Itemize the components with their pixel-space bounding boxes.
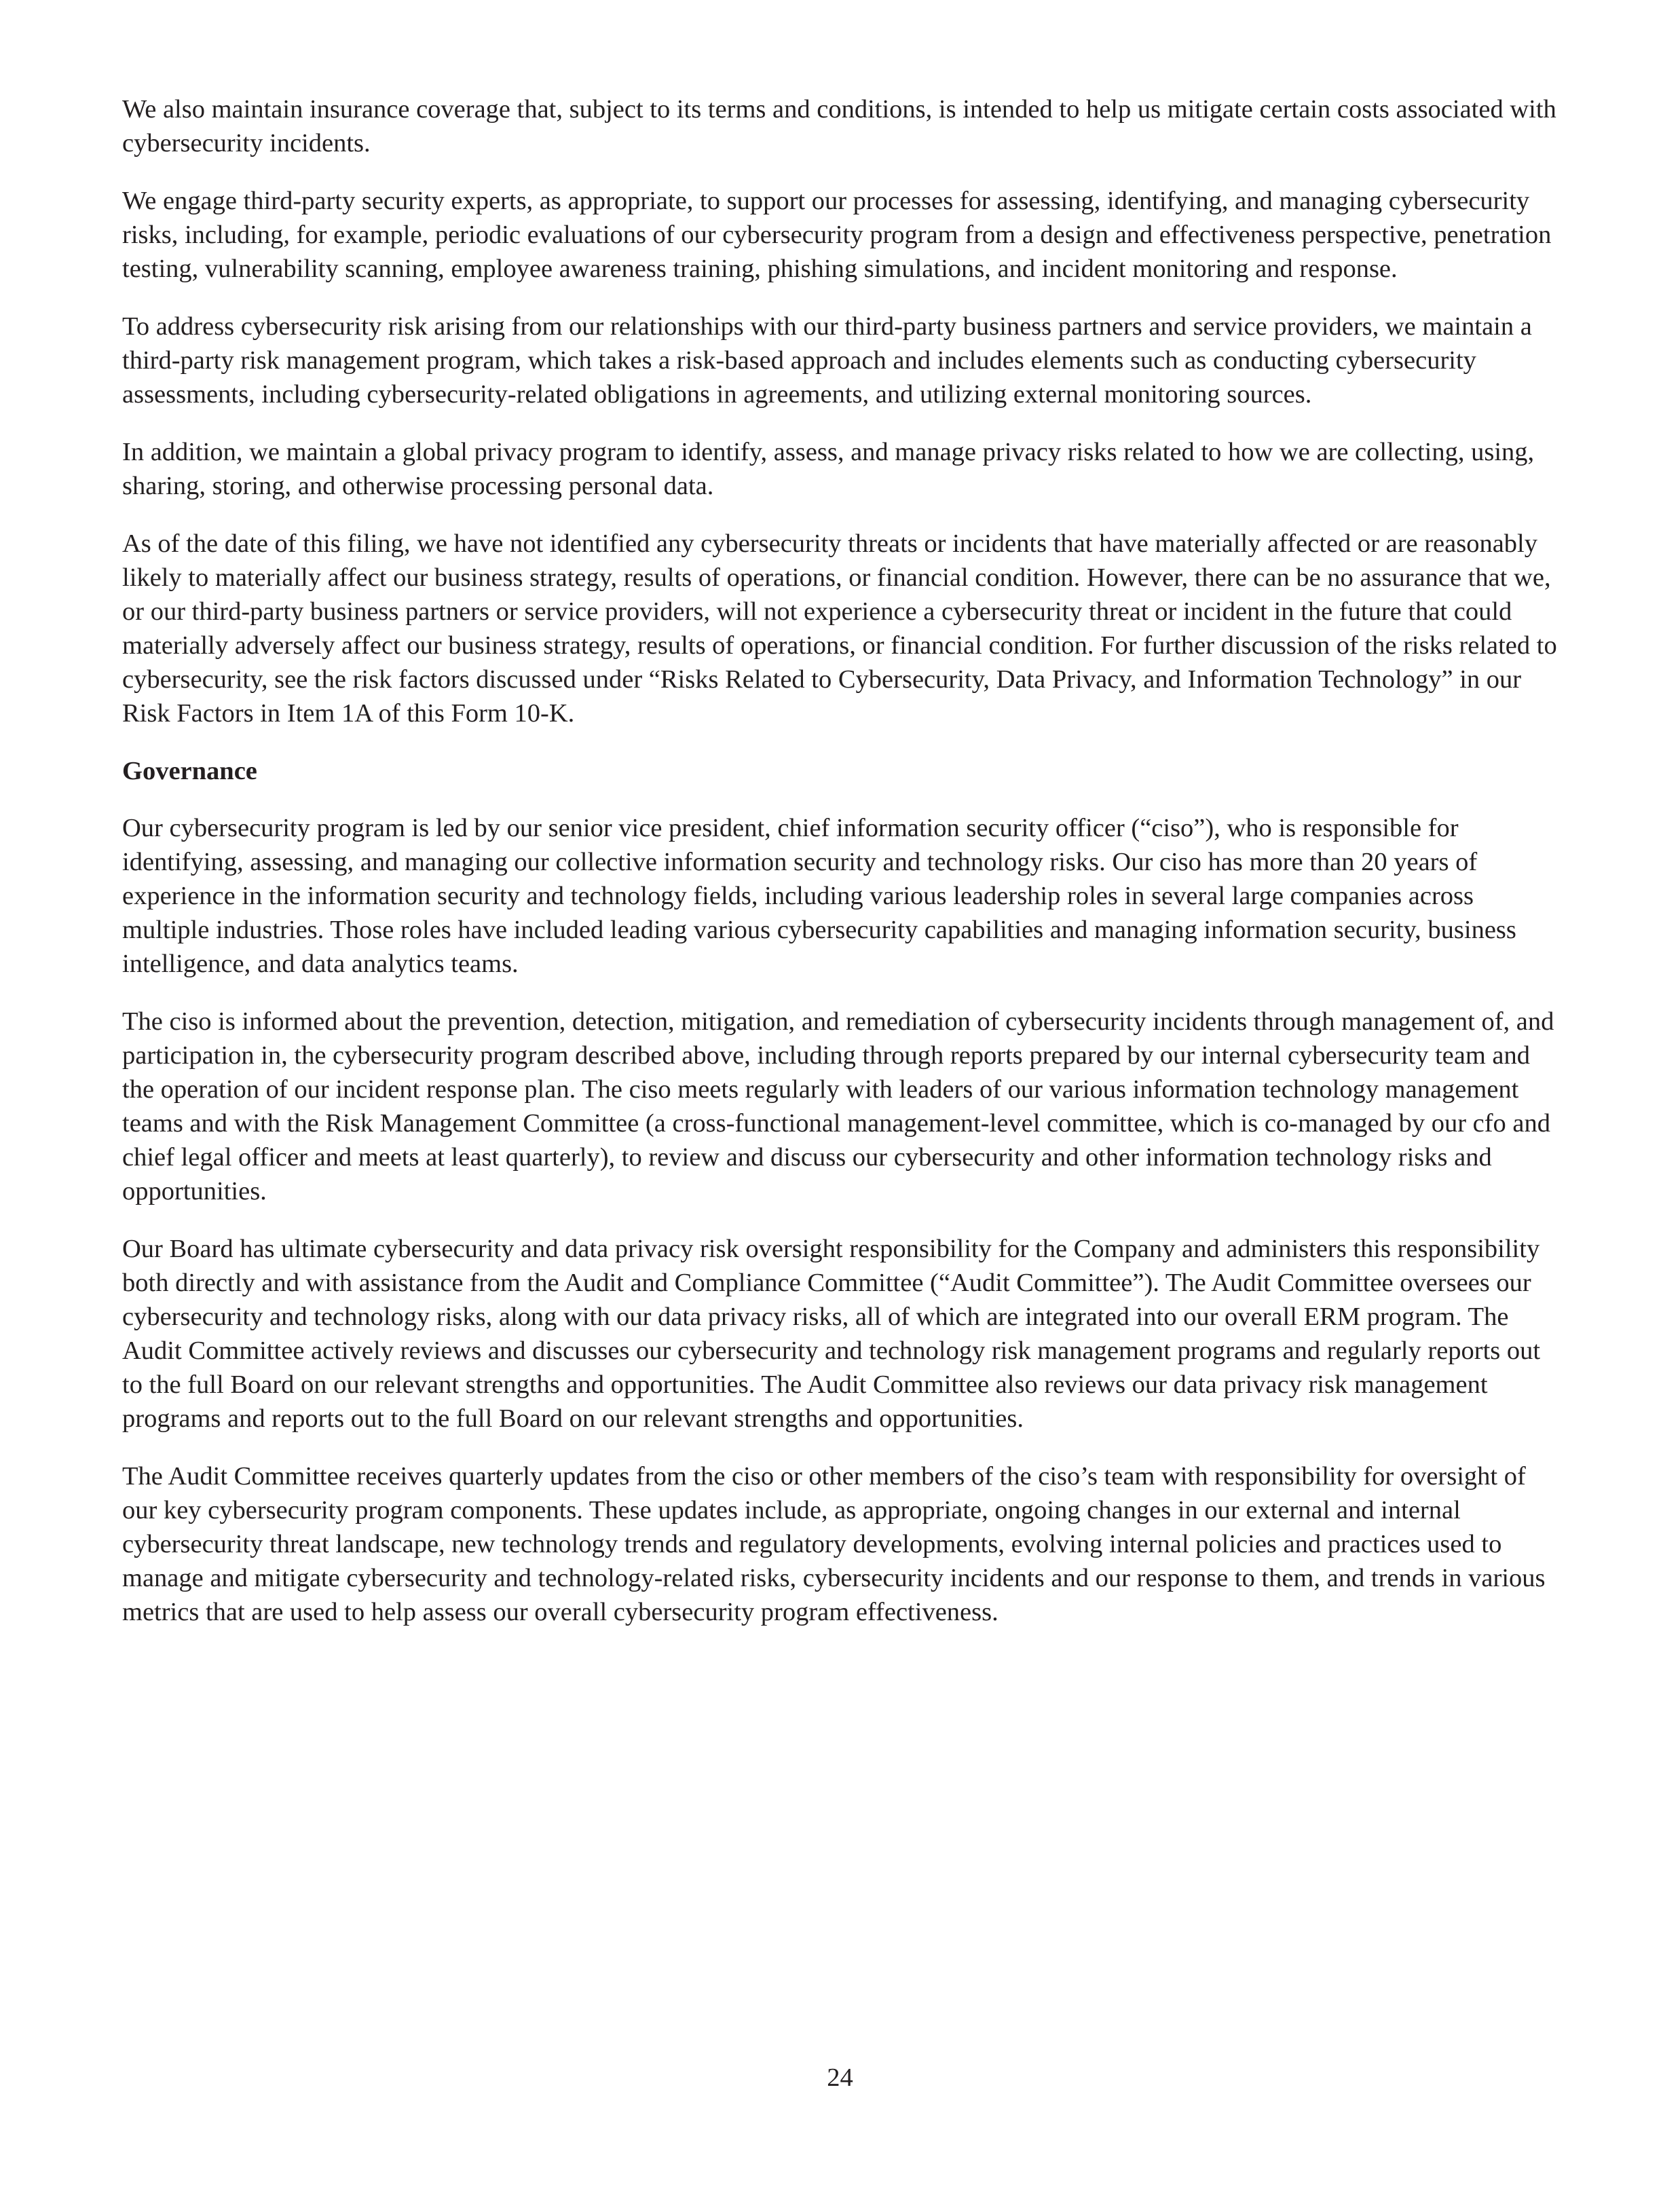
paragraph-insurance-coverage: We also maintain insurance coverage that, subject to its terms and conditions, is intended to help us mitigate certain costs associated with cybersecurity incidents. [122,95,1556,157]
paragraph-ciso-informed: The ciso is informed about the prevention, detection, mitigation, and remediation of cybersecurity incidents through management of, and participation in, the cybersecurity program described above, including through reports prepared by our internal cybersecurity team and the operation of our incident response plan. The ciso meets regularly with leaders of our various information technology management teams and with the Risk Management Committee (a cross-functional management-level committee, which is co-managed by our cfo and chief legal officer and meets at least quarterly), to review and discuss our cybersecurity and other information technology risks and opportunities. [122,1007,1554,1205]
paragraph-ciso-role: Our cybersecurity program is led by our senior vice president, chief information security officer (“ciso”), who is responsible for identifying, assessing, and managing our collective information security and technology risks. Our ciso has more than 20 years of experience in the information security and technology fields, including various leadership roles in several large companies across multiple industries. Those roles have included leading various cybersecurity capabilities and managing information security, business intelligence, and data analytics teams. [122,814,1516,978]
paragraph-board-oversight: Our Board has ultimate cybersecurity and data privacy risk oversight responsibility for the Company and administers this responsibility both directly and with assistance from the Audit and Compliance Committee (“Audit Committee”). The Audit Committee oversees our cybersecurity and technology risks, along with our data privacy risks, all of which are integrated into our overall ERM program. The Audit Committee actively reviews and discusses our cybersecurity and technology risk management programs and regularly reports out to the full Board on our relevant strengths and opportunities. The Audit Committee also reviews our data privacy risk management programs and reports out to the full Board on our relevant strengths and opportunities. [122,1235,1541,1433]
page-number: 24 [827,2063,853,2092]
paragraph-third-party-risk-program: To address cybersecurity risk arising from our relationships with our third-party business partners and service providers, we maintain a third-party risk management program, which takes a risk-based approach and includes elements such as conducting cybersecurity assessments, including cybersecurity-related obligations in agreements, and utilizing external monitoring sources. [122,312,1532,409]
paragraph-third-party-experts: We engage third-party security experts, as appropriate, to support our processes for assessing, identifying, and managing cybersecurity risks, including, for example, periodic evaluations of our cybersecurity program from a design and effectiveness perspective, penetration testing, vulnerability scanning, employee awareness training, phishing simulations, and incident monitoring and response. [122,187,1552,283]
paragraph-privacy-program: In addition, we maintain a global privacy program to identify, assess, and manage privacy risks related to how we are collecting, using, sharing, storing, and otherwise processing personal data. [122,438,1535,500]
paragraph-no-material-incidents: As of the date of this filing, we have not identified any cybersecurity threats or incidents that have materially affected or are reasonably likely to materially affect our business strategy, results of operations, or financial condition. However, there can be no assurance that we, or our third-party business partners or service providers, will not experience a cybersecurity threat or incident in the future that could materially adversely affect our business strategy, results of operations, or financial condition. For further discussion of the risks related to cybersecurity, see the risk factors discussed under “Risks Related to Cybersecurity, Data Privacy, and Information Technology” in our Risk Factors in Item 1A of this Form 10-K. [122,529,1557,728]
page-content [122,92,1565,1653]
section-heading-governance: Governance [122,757,257,785]
paragraph-audit-committee-updates: The Audit Committee receives quarterly updates from the ciso or other members of the ciso’s team with responsibility for oversight of our key cybersecurity program components. These updates include, as appropriate, ongoing changes in our external and internal cybersecurity threat landscape, new technology trends and regulatory developments, evolving internal policies and practices used to manage and mitigate cybersecurity and technology-related risks, cybersecurity incidents and our response to them, and trends in various metrics that are used to help assess our overall cybersecurity program effectiveness. [122,1462,1546,1626]
